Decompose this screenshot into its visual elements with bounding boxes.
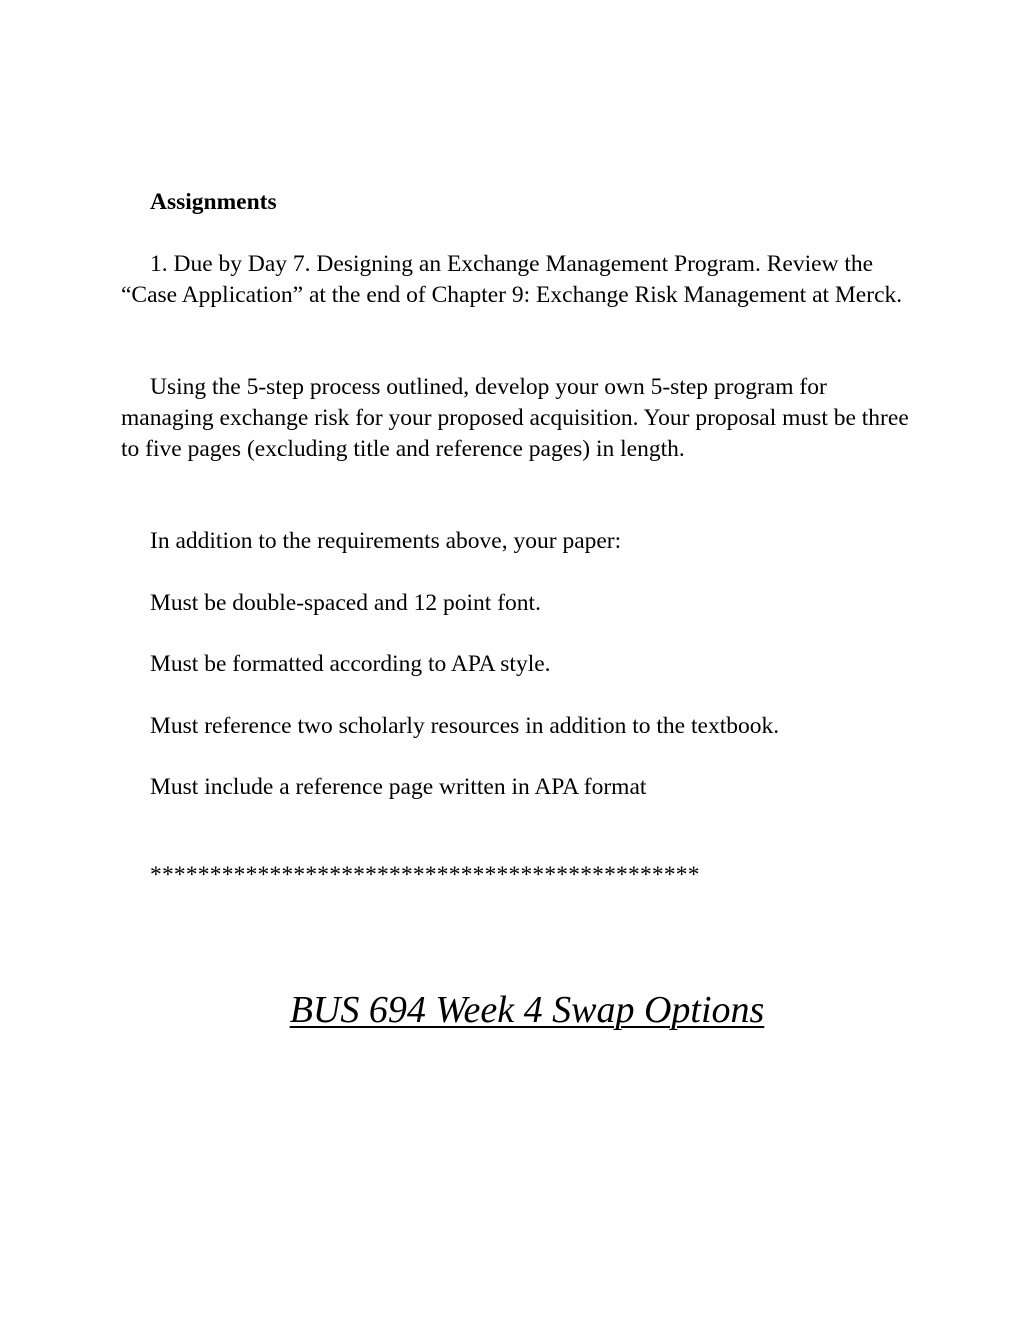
requirement-spacing-paragraph: Must be double-spaced and 12 point font. (150, 590, 541, 616)
process-instructions-paragraph: Using the 5-step process outlined, develop your own 5-step program for managing exchange risk for your proposed acquisition. Your proposal must be three to five pages (excluding title and reference pages) in length. (121, 374, 909, 462)
assignment-item-1-paragraph: 1. Due by Day 7. Designing an Exchange Management Program. Review the “Case Application” at the end of Chapter 9: Exchange Risk Management at Merck. (121, 251, 903, 308)
requirement-scholarly-resources-paragraph: Must reference two scholarly resources in addition to the textbook. (150, 713, 780, 739)
asterisk-divider: ********************************************** (150, 862, 700, 888)
requirements-intro-paragraph: In addition to the requirements above, your paper: (150, 528, 622, 554)
bus-694-week-4-link[interactable]: BUS 694 Week 4 Swap Options (289, 989, 765, 1031)
assignments-heading: Assignments (150, 189, 277, 215)
requirement-reference-page-paragraph: Must include a reference page written in APA format (150, 774, 647, 800)
requirement-apa-style-paragraph: Must be formatted according to APA style. (150, 651, 551, 677)
